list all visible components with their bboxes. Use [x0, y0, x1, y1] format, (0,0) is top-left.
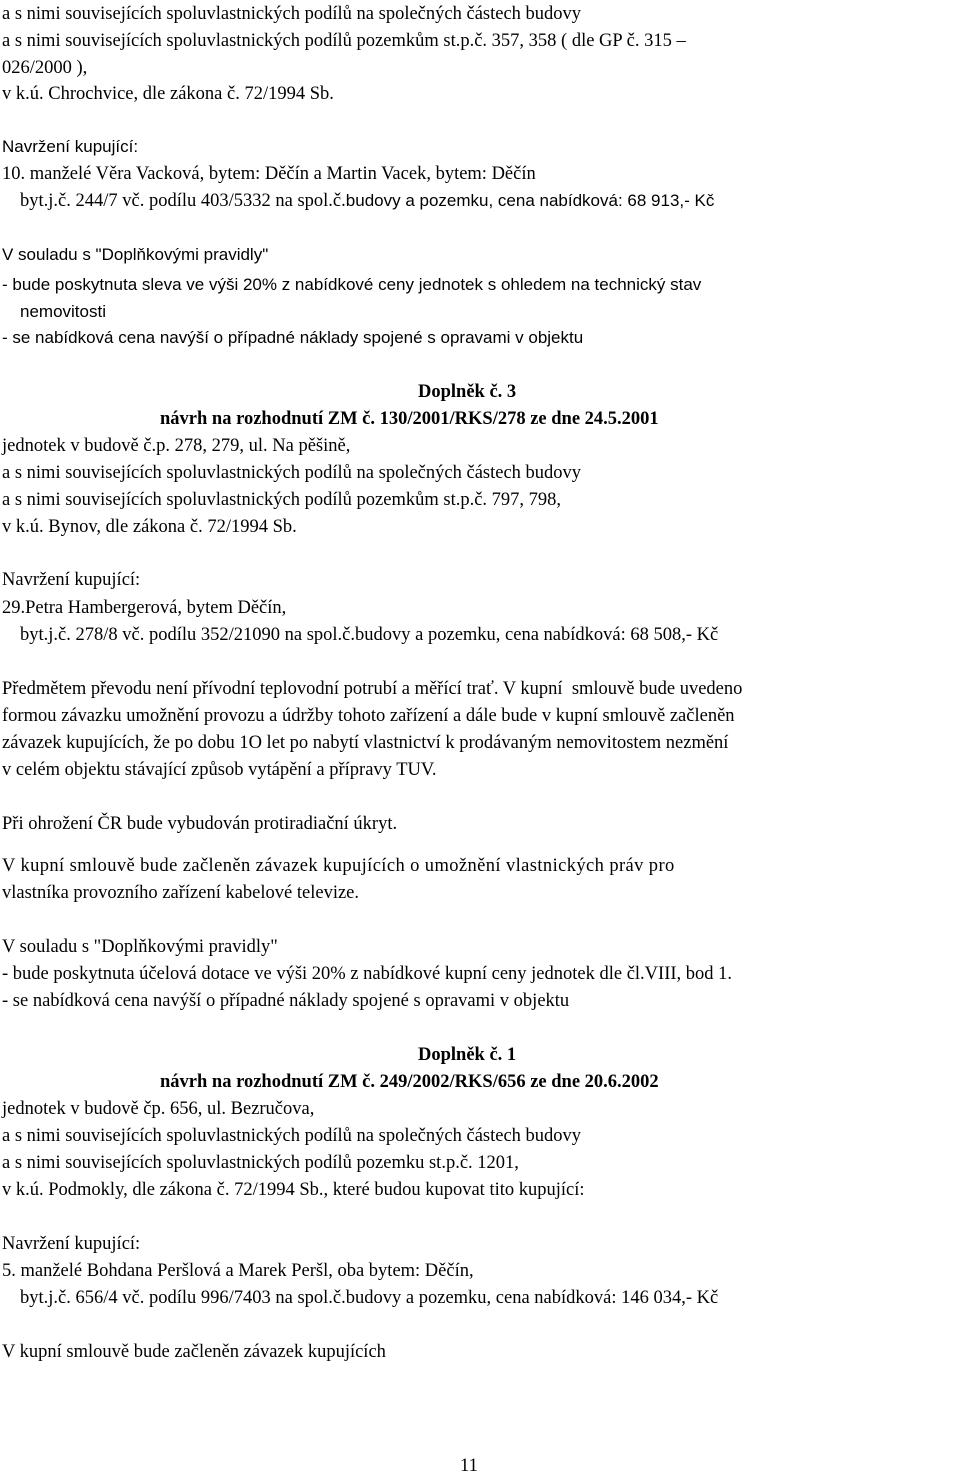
unit-details: byt.j.č. 656/4 vč. podílu 996/7403 na spol.č.budovy a pozemku, cena nabídková: 146 034,- Kč — [20, 1288, 719, 1308]
text-line: a s nimi souvisejících spoluvlastnických podílů na společných částech budovy — [2, 1126, 582, 1146]
paragraph-line — [2, 680, 956, 699]
text-line: - se nabídková cena navýší o případné náklady spojené s opravami v objektu — [2, 328, 584, 347]
paragraph-line: formou závazku umožnění provozu a údržby tohoto zařízení a dále bude v kupní smlouvě začleněn — [2, 706, 735, 726]
buyer-entry: 5. manželé Bohdana Peršlová a Marek Peršl, oba bytem: Děčín, — [2, 1261, 474, 1281]
section-heading: Doplněk č. 3 — [418, 382, 517, 402]
text-line: - se nabídková cena navýší o případné náklady spojené s opravami v objektu — [2, 991, 570, 1011]
text-line: 026/2000 ), — [2, 58, 88, 78]
text-line: v k.ú. Podmokly, dle zákona č. 72/1994 Sb., které budou kupovat tito kupující: — [2, 1180, 585, 1200]
paragraph-line: Při ohrožení ČR bude vybudován protiradiační úkryt. — [2, 814, 398, 834]
paragraph-line: v celém objektu stávající způsob vytápění a přípravy TUV. — [2, 760, 437, 780]
section-subheading: návrh na rozhodnutí ZM č. 249/2002/RKS/656 ze dne 20.6.2002 — [160, 1072, 659, 1092]
unit-details-part: byt.j.č. 244/7 vč. podílu 403/5332 na spol.č. — [20, 191, 346, 211]
section-label: Navržení kupující: — [2, 137, 139, 156]
text-line: v k.ú. Bynov, dle zákona č. 72/1994 Sb. — [2, 517, 297, 537]
unit-details-price: budovy a pozemku, cena nabídková: 68 913,- Kč — [345, 191, 715, 210]
text-line: v k.ú. Chrochvice, dle zákona č. 72/1994 Sb. — [2, 84, 334, 104]
text-line: a s nimi souvisejících spoluvlastnických podílů na společných částech budovy — [2, 4, 582, 24]
text-line: a s nimi souvisejících spoluvlastnických podílů pozemkům st.p.č. 797, 798, — [2, 490, 562, 510]
section-heading: Doplněk č. 1 — [418, 1045, 517, 1065]
paragraph-text: Předmětem převodu není přívodní teplovodní potrubí a měřící trať. V kupní smlouvě bude uvedeno — [2, 679, 743, 699]
paragraph-line: vlastníka provozního zařízení kabelové televize. — [2, 883, 360, 903]
section-label: V souladu s "Doplňkovými pravidly" — [2, 937, 278, 957]
text-line: V kupní smlouvě bude začleněn závazek kupujících — [2, 1342, 386, 1362]
text-line: - bude poskytnuta sleva ve výši 20% z nabídkové ceny jednotek s ohledem na technický stav — [2, 275, 702, 294]
text-line: a s nimi souvisejících spoluvlastnických podílů pozemkům st.p.č. 357, 358 ( dle GP č. 315 – — [2, 31, 686, 51]
section-label: Navržení kupující: — [2, 570, 141, 590]
text-line: nemovitosti — [20, 302, 106, 321]
paragraph-line: V kupní smlouvě bude začleněn závazek kupujících o umožnění vlastnických práv pro — [2, 856, 675, 876]
text-line: a s nimi souvisejících spoluvlastnických podílů na společných částech budovy — [2, 463, 582, 483]
text-line: jednotek v budově čp. 656, ul. Bezručova, — [2, 1099, 315, 1119]
text-line: - bude poskytnuta účelová dotace ve výši 20% z nabídkové kupní ceny jednotek dle čl.VIII, bod 1. — [2, 964, 733, 984]
buyer-entry: 29.Petra Hambergerová, bytem Děčín, — [2, 598, 287, 618]
text-line: jednotek v budově č.p. 278, 279, ul. Na pěšině, — [2, 436, 351, 456]
buyer-entry: 10. manželé Věra Vacková, bytem: Děčín a Martin Vacek, bytem: Děčín — [2, 164, 536, 184]
unit-details — [20, 192, 714, 211]
section-label: V souladu s "Doplňkovými pravidly" — [2, 245, 269, 264]
paragraph-line: závazek kupujících, že po dobu 1O let po nabytí vlastnictví k prodávaným nemovitostem nezmění — [2, 733, 729, 753]
section-label: Navržení kupující: — [2, 1234, 141, 1254]
text-line: a s nimi souvisejících spoluvlastnických podílů pozemku st.p.č. 1201, — [2, 1153, 519, 1173]
page-number: 11 — [460, 1456, 478, 1476]
section-subheading: návrh na rozhodnutí ZM č. 130/2001/RKS/278 ze dne 24.5.2001 — [160, 409, 659, 429]
unit-details: byt.j.č. 278/8 vč. podílu 352/21090 na spol.č.budovy a pozemku, cena nabídková: 68 508,- Kč — [20, 625, 719, 645]
